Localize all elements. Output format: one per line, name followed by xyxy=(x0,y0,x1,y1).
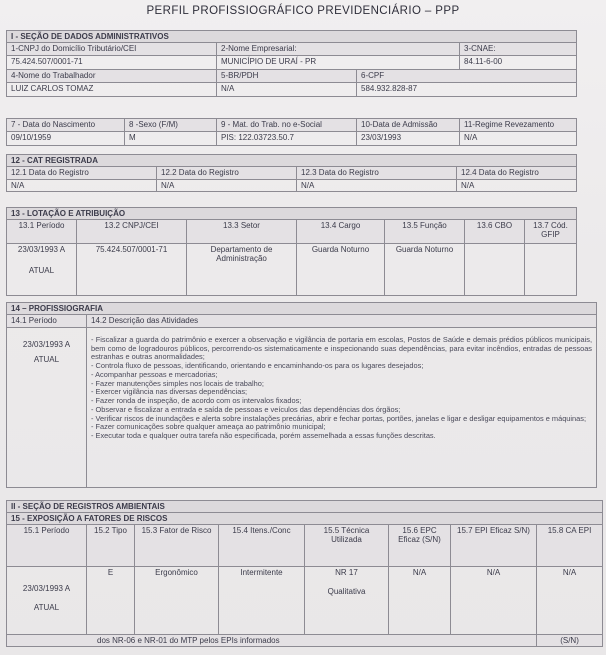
exp-col-epi: 15.7 EPI Eficaz S/N) xyxy=(451,525,537,567)
alloc-col-cbo: 13.6 CBO xyxy=(465,220,525,244)
alloc-col-sector: 13.3 Setor xyxy=(187,220,297,244)
exp-type-value: E xyxy=(87,567,135,635)
cnpj-value: 75.424.507/0001-71 xyxy=(7,56,217,70)
exp-technique-method: Qualitativa xyxy=(327,587,366,596)
activity-item: - Fazer comunicações sobre qualquer ameaça ao patrimônio municipal; xyxy=(91,422,326,432)
sex-label: 8 -Sexo (F/M) xyxy=(125,119,217,132)
alloc-col-period: 13.1 Período xyxy=(7,220,77,244)
worker-name-value: LUIZ CARLOS TOMAZ xyxy=(7,83,217,97)
cat-val-4: N/A xyxy=(457,180,577,192)
professiography-table xyxy=(6,302,597,488)
alloc-col-cnpj: 13.2 CNPJ/CEI xyxy=(77,220,187,244)
br-pdh-value: N/A xyxy=(217,83,357,97)
worker-name-label: 4-Nome do Trabalhador xyxy=(7,70,217,83)
alloc-cnpj-value: 75.424.507/0001-71 xyxy=(77,244,187,296)
activity-item: - Fiscalizar a guarda do patrimônio e exercer a observação e vigilância de portaria em escolas, Postos de Saúde e demais prédios públicos municipais, bem como de logradouros públicos, percorrendo-os sistematicamente e inspecionando suas dependências, para evitar incêndios, entradas de pessoas estranhas e outras anormalidades; xyxy=(91,335,592,362)
prof-activities-cell xyxy=(87,328,597,488)
prof-period-value xyxy=(7,328,87,488)
exp-items-value: Intermitente xyxy=(219,567,305,635)
cnae-value: 84.11-6-00 xyxy=(460,56,577,70)
cpf-value: 584.932.828-87 xyxy=(357,83,577,97)
cat-val-1: N/A xyxy=(7,180,157,192)
alloc-gfip-value xyxy=(525,244,577,296)
alloc-function-value: Guarda Noturno xyxy=(385,244,465,296)
prof-period-start: 23/03/1993 A xyxy=(22,340,71,349)
cpf-label: 6-CPF xyxy=(357,70,577,83)
exp-period-end: ATUAL xyxy=(33,603,60,612)
activity-item: - Controla fluxo de pessoas, identificando, orientando e encaminhando-os para os lugares desejados; xyxy=(91,361,424,371)
activity-item: - Observar e fiscalizar a entrada e saída de pessoas e veículos das dependências dos órgãos; xyxy=(91,404,401,414)
professiography-header: 14 – PROFISSIOGRAFIA xyxy=(7,303,597,315)
esocial-label: 9 - Mat. do Trab. no e-Social xyxy=(217,119,357,132)
exp-epi-value: N/A xyxy=(451,567,537,635)
alloc-role-value: Guarda Noturno xyxy=(297,244,385,296)
br-pdh-label: 5-BR/PDH xyxy=(217,70,357,83)
prof-period-end: ATUAL xyxy=(33,355,60,364)
cat-header: 12 - CAT REGISTRADA xyxy=(7,155,577,167)
alloc-period-value xyxy=(7,244,77,296)
alloc-sector-value: Departamento de Administração xyxy=(187,244,297,296)
document-title: PERFIL PROFISSIOGRÁFICO PREVIDENCIÁRIO – PPP xyxy=(146,5,460,17)
section-admin-header: I - SEÇÃO DE DADOS ADMINISTRATIVOS xyxy=(7,31,577,43)
alloc-period-start: 23/03/1993 A xyxy=(17,245,66,254)
activity-item: - Acompanhar pessoas e mercadorias; xyxy=(91,369,218,379)
exp-col-ca: 15.8 CA EPI xyxy=(537,525,603,567)
footer-note: dos NR-06 e NR-01 do MTP pelos EPIs informados xyxy=(7,635,537,647)
exp-col-risk-factor: 15.3 Fator de Risco xyxy=(135,525,219,567)
activity-item: - Fazer manutenções simples nos locais de trabalho; xyxy=(91,378,264,388)
activity-item: - Verificar riscos de inundações e alerta sobre instalações precárias, abrir e fechar portas, portões, janelas e ligar e desligar equipamentos e máquinas; xyxy=(91,413,587,423)
alloc-col-gfip: 13.7 Cód. GFIP xyxy=(525,220,577,244)
exposure-table xyxy=(6,500,603,647)
exp-col-type: 15.2 Tipo xyxy=(87,525,135,567)
alloc-period-end: ATUAL xyxy=(28,266,55,275)
footer-sn: (S/N) xyxy=(537,635,603,647)
activity-item: - Fazer ronda de inspeção, de acordo com os intervalos fixados; xyxy=(91,396,302,406)
prof-col-period: 14.1 Período xyxy=(7,315,87,328)
section-environment-header: II - SEÇÃO DE REGISTROS AMBIENTAIS xyxy=(7,501,603,513)
exp-ca-value: N/A xyxy=(537,567,603,635)
cat-col-1: 12.1 Data do Registro xyxy=(7,167,157,180)
alloc-cbo-value xyxy=(465,244,525,296)
cat-col-2: 12.2 Data do Registro xyxy=(157,167,297,180)
birth-date-label: 7 - Data do Nascimento xyxy=(7,119,125,132)
birth-date-value: 09/10/1959 xyxy=(7,132,125,146)
shift-regime-value: N/A xyxy=(460,132,577,146)
exp-epc-value: N/A xyxy=(389,567,451,635)
activities-list xyxy=(91,336,592,441)
exp-risk-factor-value: Ergonômico xyxy=(135,567,219,635)
shift-regime-label: 11-Regime Revezamento xyxy=(460,119,577,132)
admission-date-label: 10-Data de Admissão xyxy=(357,119,460,132)
exp-period-value xyxy=(7,567,87,635)
cat-col-3: 12.3 Data do Registro xyxy=(297,167,457,180)
activity-item: - Exercer vigilância nas diversas dependências; xyxy=(91,387,248,397)
sex-value: M xyxy=(125,132,217,146)
exp-period-start: 23/03/1993 A xyxy=(22,584,71,593)
cat-val-3: N/A xyxy=(297,180,457,192)
admin-data-table xyxy=(6,30,577,97)
activity-item: - Executar toda e qualquer outra tarefa não especificada, porém assemelhada a essas funções descritas. xyxy=(91,431,436,441)
cat-val-2: N/A xyxy=(157,180,297,192)
exp-col-period: 15.1 Período xyxy=(7,525,87,567)
exp-col-items: 15.4 Itens./Conc xyxy=(219,525,305,567)
exp-col-epc: 15.6 EPC Eficaz (S/N) xyxy=(389,525,451,567)
company-name-value: MUNICÍPIO DE URAÍ - PR xyxy=(217,56,460,70)
alloc-col-role: 13.4 Cargo xyxy=(297,220,385,244)
prof-col-description: 14.2 Descrição das Atividades xyxy=(87,315,597,328)
admission-date-value: 23/03/1993 xyxy=(357,132,460,146)
company-name-label: 2-Nome Empresarial: xyxy=(217,43,460,56)
cat-table xyxy=(6,154,577,192)
exp-col-technique: 15.5 Técnica Utilizada xyxy=(305,525,389,567)
exp-technique-nr: NR 17 xyxy=(335,568,358,577)
allocation-table xyxy=(6,207,577,296)
esocial-value: PIS: 122.03723.50.7 xyxy=(217,132,357,146)
alloc-col-function: 13.5 Função xyxy=(385,220,465,244)
allocation-header: 13 - LOTAÇÃO E ATRIBUIÇÃO xyxy=(7,208,577,220)
cnae-label: 3-CNAE: xyxy=(460,43,577,56)
exposure-header: 15 - EXPOSIÇÃO A FATORES DE RISCOS xyxy=(7,513,603,525)
exp-technique-value xyxy=(305,567,389,635)
admin-data-table-row2 xyxy=(6,118,577,146)
cat-col-4: 12.4 Data do Registro xyxy=(457,167,577,180)
cnpj-label: 1-CNPJ do Domicílio Tributário/CEI xyxy=(7,43,217,56)
